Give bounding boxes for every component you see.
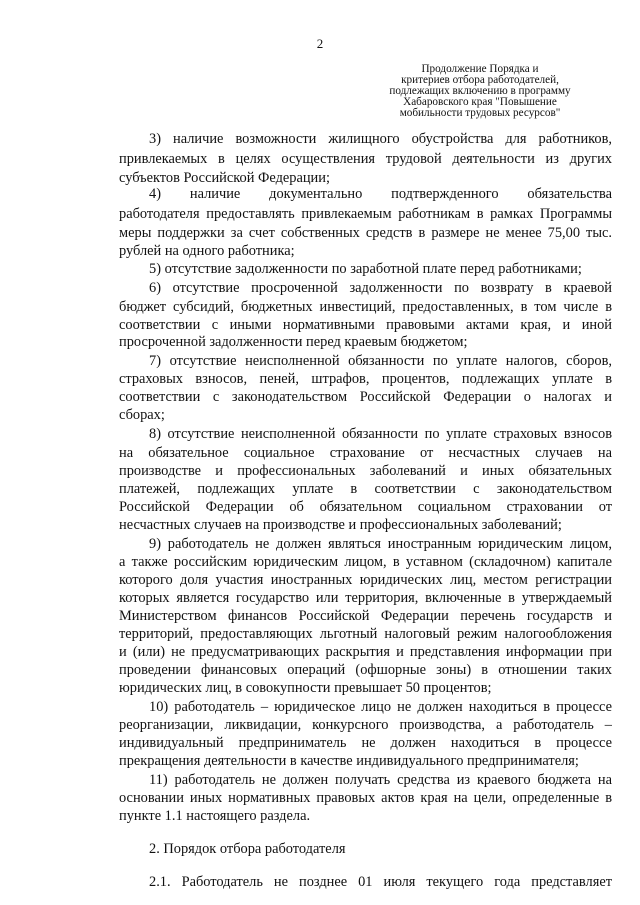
text-line: основании иных нормативных правовых актов края на цели, определенные в: [119, 790, 612, 806]
text-line: 4) наличие документально подтвержденного обязательства: [149, 186, 612, 202]
text-line: бюджет субсидий, бюджетных инвестиций, предоставленных, в том числе в: [119, 299, 612, 315]
text-line: Министерством финансов Российской Федерации перечень государств и: [119, 608, 612, 624]
text-line: которого доля участия иностранных юридических лиц, местом регистрации: [119, 572, 612, 588]
text-line: индивидуальный предприниматель не должен находиться в процессе: [119, 735, 612, 751]
text-line: 2.1. Работодатель не позднее 01 июля текущего года представляет: [149, 874, 612, 890]
text-line: которых является государство или территория, включенные в утверждаемый: [119, 590, 612, 606]
header-line: Хабаровского края "Повышение: [403, 96, 557, 108]
text-line: 11) работодатель не должен получать средства из краевого бюджета на: [149, 772, 612, 788]
text-line: рублей на одного работника;: [119, 243, 295, 259]
text-line: 8) отсутствие неисполненной обязанности по уплате страховых взносов: [149, 426, 612, 442]
header-line: мобильности трудовых ресурсов": [399, 107, 561, 119]
text-line: проведении финансовых операций (офшорные зоны) в отношении таких: [119, 662, 612, 678]
header-line: Продолжение Порядка и: [421, 63, 539, 75]
text-line: и (или) не предусматривающих раскрытия и представления информации при: [119, 644, 612, 660]
text-line: просроченной задолженности перед краевым бюджетом;: [119, 334, 468, 350]
text-line: на обязательное социальное страхование от несчастных случаев на: [119, 445, 612, 461]
text-line: прекращения деятельности в качестве индивидуального предпринимателя;: [119, 753, 579, 769]
text-line: привлекаемых в целях осуществления трудовой деятельности из других: [119, 151, 612, 167]
text-line: территорий, предоставляющих льготный налоговый режим налогообложения: [119, 626, 612, 642]
text-line: юридических лиц, в совокупности превышает 50 процентов;: [119, 680, 492, 696]
text-line: соответствии с законодательством Российской Федерации о налогах и: [119, 389, 612, 405]
header-line: критериев отбора работодателей,: [401, 74, 559, 86]
text-line: платежей, подлежащих уплате в соответствии с законодательством: [119, 481, 612, 497]
text-line: 3) наличие возможности жилищного обустройства для работников,: [149, 131, 612, 147]
text-line: 5) отсутствие задолженности по заработной плате перед работниками;: [149, 261, 582, 277]
text-line: соответствии с иными нормативными правовыми актами края, и иной: [119, 317, 612, 333]
text-line: Российской Федерации об обязательном социальном страховании от: [119, 499, 612, 515]
text-line: работодателя предоставлять привлекаемым работникам в рамках Программы: [119, 206, 612, 222]
page-number: 2: [316, 36, 324, 51]
section-heading: 2. Порядок отбора работодателя: [149, 841, 346, 857]
text-line: несчастных случаев на производстве и профессиональных заболеваний;: [119, 517, 562, 533]
text-line: пункте 1.1 настоящего раздела.: [119, 808, 311, 824]
text-line: 7) отсутствие неисполненной обязанности по уплате налогов, сборов,: [149, 353, 612, 369]
text-line: реорганизации, ликвидации, конкурсного производства, а работодатель –: [119, 717, 612, 733]
text-line: 6) отсутствие просроченной задолженности по возврату в краевой: [149, 280, 612, 296]
text-line: 9) работодатель не должен являться иностранным юридическим лицом,: [149, 536, 612, 552]
text-line: 10) работодатель – юридическое лицо не должен находиться в процессе: [149, 699, 612, 715]
text-line: страховых взносов, пеней, штрафов, процентов, подлежащих уплате в: [119, 371, 612, 387]
text-line: производстве и профессиональных заболеваний и иных обязательных: [119, 463, 612, 479]
text-line: сборах;: [119, 407, 165, 423]
text-line: а также российским юридическим лицом, в уставном (складочном) капитале: [119, 554, 612, 570]
text-line: меры поддержки за счет собственных средств в размере не менее 75,00 тыс.: [119, 225, 612, 241]
header-line: подлежащих включению в программу: [389, 85, 571, 97]
text-line: субъектов Российской Федерации;: [119, 170, 330, 186]
